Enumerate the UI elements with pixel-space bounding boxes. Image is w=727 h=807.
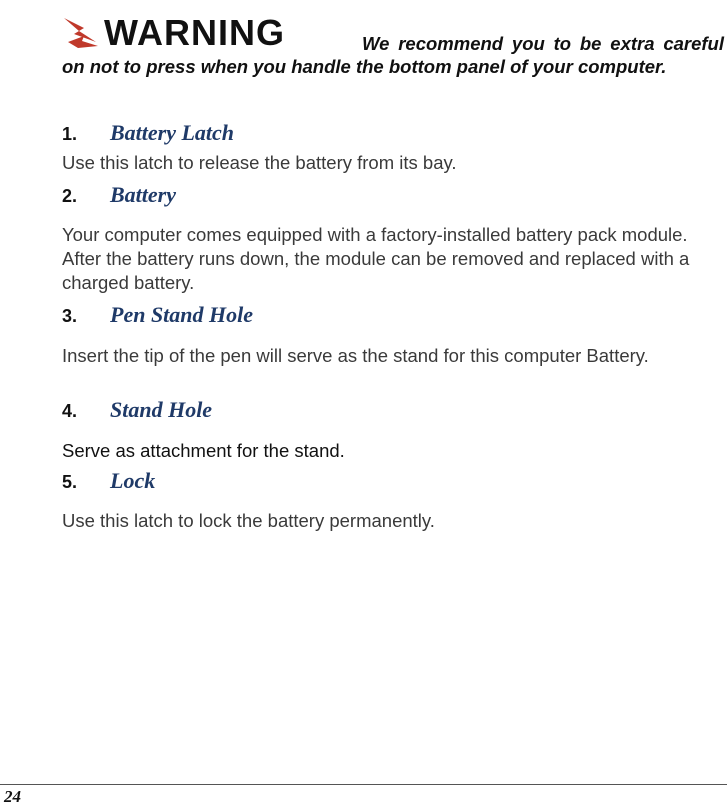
item-heading xyxy=(62,468,155,494)
lightning-bolt-icon xyxy=(64,18,98,48)
item-body: Use this latch to lock the battery permanently. xyxy=(62,510,435,531)
item-title: Stand Hole xyxy=(110,397,213,422)
item-title: Pen Stand Hole xyxy=(110,302,254,327)
item-title: Lock xyxy=(110,468,156,493)
item-number: 3. xyxy=(62,306,78,326)
warning-block xyxy=(62,12,724,78)
item-body: Use this latch to release the battery from its bay. xyxy=(62,152,457,173)
item-title: Battery Latch xyxy=(110,120,235,145)
item-number: 4. xyxy=(62,401,78,421)
item-heading xyxy=(62,120,234,146)
warning-text: We recommend you to be extra careful on not to press when you handle the bottom panel of your computer. xyxy=(62,33,724,77)
item-heading xyxy=(62,302,253,328)
item-number: 5. xyxy=(62,472,78,492)
item-title: Battery xyxy=(110,182,176,207)
warning-logo xyxy=(62,12,322,52)
item-number: 1. xyxy=(62,124,78,144)
item-heading xyxy=(62,397,212,423)
item-number: 2. xyxy=(62,186,78,206)
item-body: Your computer comes equipped with a factory-installed battery pack module. After the battery runs down, the module can be removed and replaced with a charged battery. xyxy=(62,224,690,293)
warning-logo-text: WARNING xyxy=(104,12,285,52)
page-number: 24 xyxy=(4,787,21,806)
item-heading xyxy=(62,182,176,208)
footer-rule xyxy=(0,784,727,785)
item-body: Serve as attachment for the stand. xyxy=(62,440,345,461)
item-body: Insert the tip of the pen will serve as the stand for this computer Battery. xyxy=(62,345,649,366)
